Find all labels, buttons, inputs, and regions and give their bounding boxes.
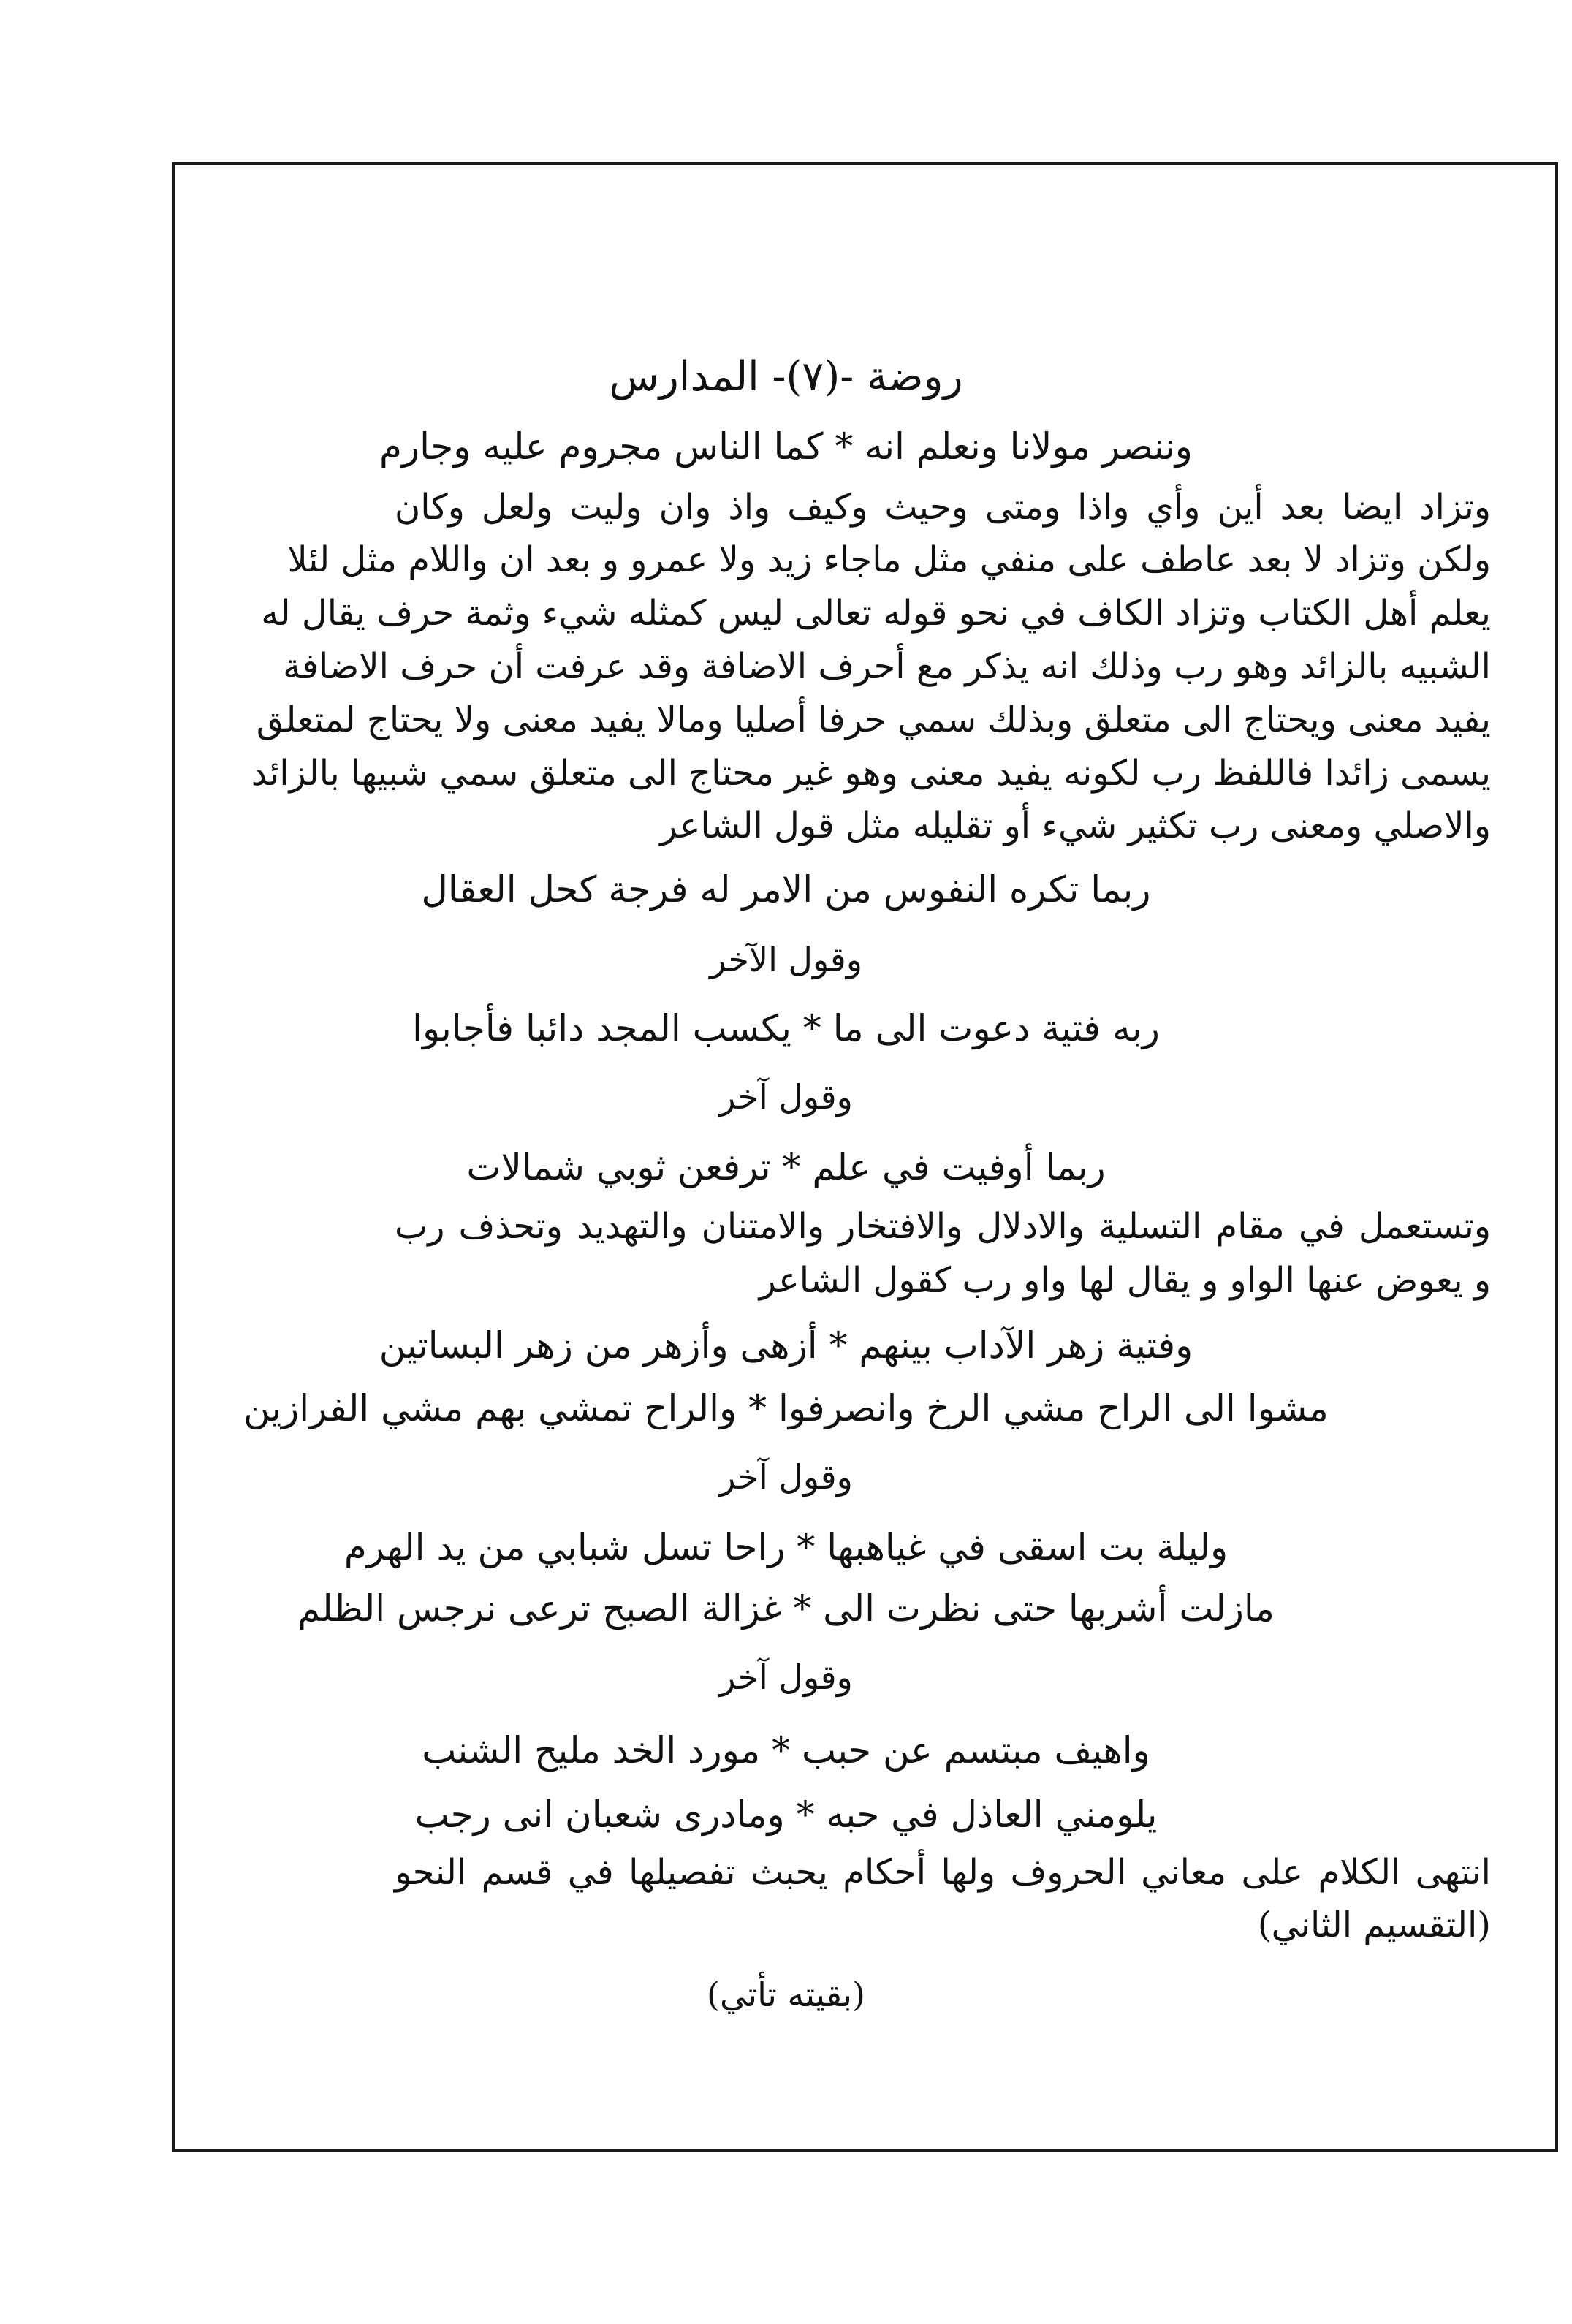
prose-line: وتزاد ايضا بعد أين وأي واذا ومتى وحيث وكيف واذ وان وليت ولعل وكان [395, 487, 1492, 528]
prose-line: يفيد معنى ويحتاج الى متعلق وبذلك سمي حرفا أصليا ومالا يفيد معنى ولا يحتاج لمتعلق [256, 699, 1491, 740]
verse-line: ربما أوفيت في علم * ترفعن ثوبي شمالات [466, 1146, 1106, 1188]
sub-heading: وقول آخر [719, 1077, 853, 1117]
verse-line: واهيف مبتسم عن حبب * مورد الخد مليح الشنب [422, 1729, 1150, 1772]
verse-line: يلومني العاذل في حبه * ومادرى شعبان انى رجب [414, 1793, 1158, 1836]
page-header: روضة -(٧)- المدارس [609, 353, 963, 400]
prose-line: يسمى زائدا فاللفظ رب لكونه يفيد معنى وهو غير محتاج الى متعلق سمي شبيها بالزائد [251, 753, 1491, 794]
verse-line: ربه فتية دعوت الى ما * يكسب المجد دائبا فأجابوا [412, 1007, 1160, 1049]
sub-heading: وقول آخر [719, 1657, 853, 1697]
verse-line: وننصر مولانا ونعلم انه * كما الناس مجروم عليه وجارم [379, 425, 1193, 468]
prose-line: والاصلي ومعنى رب تكثير شيء أو تقليله مثل قول الشاعر [660, 805, 1491, 846]
verse-line: مشوا الى الراح مشي الرخ وانصرفوا * والراح تمشي بهم مشي الفرازين [243, 1387, 1329, 1429]
sub-heading: وقول آخر [719, 1457, 853, 1497]
sub-heading: وقول الآخر [710, 940, 862, 979]
verse-line: مازلت أشربها حتى نظرت الى * غزالة الصبح ترعى نرجس الظلم [297, 1587, 1275, 1630]
prose-line: ولكن وتزاد لا بعد عاطف على منفي مثل ماجاء زيد ولا عمرو و بعد ان واللام مثل لئلا [287, 539, 1491, 580]
verse-line: وفتية زهر الآداب بينهم * أزهى وأزهر من زهر البساتين [379, 1324, 1193, 1367]
prose-line: يعلم أهل الكتاب وتزاد الكاف في نحو قوله تعالى ليس كمثله شيء وثمة حرف يقال له [261, 593, 1491, 634]
verse-line: وليلة بت اسقى في غياهبها * راحا تسل شبابي من يد الهرم [343, 1526, 1229, 1568]
verse-line: ربما تكره النفوس من الامر له فرجة كحل العقال [421, 868, 1151, 911]
prose-line: و يعوض عنها الواو و يقال لها واو رب كقول الشاعر [759, 1260, 1491, 1301]
closing-line: انتهى الكلام على معاني الحروف ولها أحكام يحبث تفصيلها في قسم النحو [395, 1852, 1491, 1893]
prose-line: الشبيه بالزائد وهو رب وذلك انه يذكر مع أحرف الاضافة وقد عرفت أن حرف الاضافة [283, 646, 1491, 687]
prose-line: وتستعمل في مقام التسلية والادلال والافتخار والامتنان والتهديد وتحذف رب [395, 1206, 1492, 1247]
continued-note: (بقيته تأتي) [707, 1975, 865, 2014]
section-title: (التقسيم الثاني) [1257, 1905, 1491, 1945]
